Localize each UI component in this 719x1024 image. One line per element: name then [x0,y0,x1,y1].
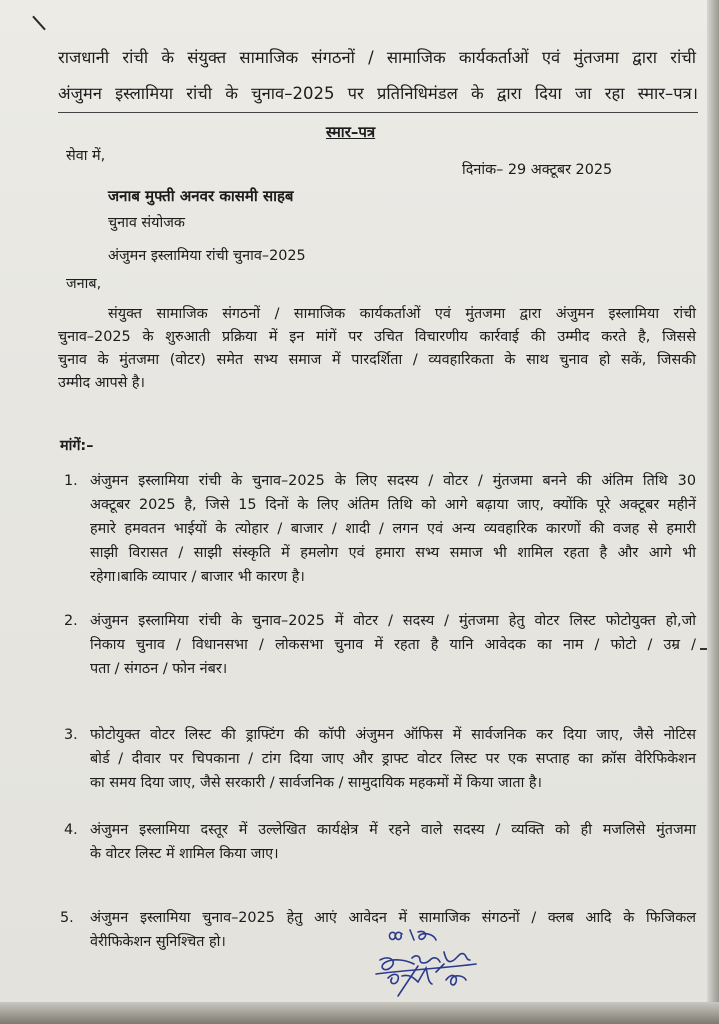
demand-number: 2. [64,613,78,629]
intro-line-4: उम्मीद आपसे है। [58,375,146,391]
intro-line-3: चुनाव के मुंतजमा (वोटर) समेत सभ्य समाज में पारदर्शिता / व्यवहारिकता के साथ चुनाव हो सकें, जिसकी [58,352,696,368]
demand-line: अक्टूबर 2025 है, जिसे 15 दिनों के लिए अंतिम तिथि को आगे बढ़ाया जाए, क्योंकि पूरे अक्टूबर महीनें [90,497,696,513]
demand-line: के वोटर लिस्ट में शामिल किया जाए। [90,846,279,862]
to-line: सेवा में, [66,148,106,164]
paper-edge-shadow [707,0,719,1024]
demand-number: 4. [64,822,78,838]
demand-number: 3. [64,727,78,743]
handwritten-signature [372,922,502,1002]
header-line-1: राजधानी रांची के संयुक्त सामाजिक संगठनों / सामाजिक कार्यकर्ताओं एवं मुंतजमा द्वारा रांची [58,48,696,67]
salutation: जनाब, [66,276,102,292]
letter-heading: स्मार–पत्र [326,123,376,141]
recipient-org: अंजुमन इस्लामिया रांची चुनाव–2025 [108,248,306,264]
demand-line: पता / संगठन / फोन नंबर। [90,661,228,677]
demand-line: अंजुमन इस्लामिया रांची के चुनाव–2025 के लिए सदस्य / वोटर / मुंतजमा बनने की अंतिम तिथि 30 [90,473,696,489]
recipient-title: चुनाव संयोजक [108,215,185,231]
demand-line: अंजुमन इस्लामिया चुनाव–2025 हेतु आएं आवेदन में सामाजिक संगठनों / क्लब आदि के फिजिकल [90,910,696,926]
demand-line: अंजुमन इस्लामिया रांची के चुनाव–2025 में वोटर / सदस्य / मुंतजमा हेतु वोटर लिस्ट फोटोयुक्त हो,जो [90,613,696,629]
header-line-2: अंजुमन इस्लामिया रांची के चुनाव–2025 पर प्रतिनिधिमंडल के द्वारा दिया जा रहा स्मार–पत्र। [58,84,699,103]
demand-line: रहेगा।बाकि व्यापार / बाजार भी कारण है। [90,569,305,585]
demand-line: साझी विरासत / साझी संस्कृति में हमलोग एवं हमारा सभ्य समाज भी शामिल रहता है और आगे भी [90,545,696,561]
demand-line: निकाय चुनाव / विधानसभा / लोकसभा चुनाव में रहता है यानि आवेदक का नाम / फोटो / उम्र / [90,637,696,653]
demands-heading: मांगें:– [60,438,94,454]
date-line: दिनांक– 29 अक्टूबर 2025 [462,162,613,178]
recipient-name: जनाब मुफ्ती अनवर कासमी साहब [108,187,294,205]
pen-mark [32,16,46,31]
demand-line: हमारे हमवतन भाईयों के त्योहार / बाजार / शादी / लगन एवं अन्य व्यवहारिक कारणों की वजह से हमारी [90,521,696,537]
intro-line-1: संयुक्त सामाजिक संगठनों / सामाजिक कार्यकर्ताओं एवं मुंतजमा द्वारा अंजुमन इस्लामिया रांची [108,306,696,322]
header-rule [58,112,698,113]
floor-background [0,1002,719,1024]
demand-line: अंजुमन इस्लामिया दस्तूर में उल्लेखित कार्यक्षेत्र में रहने वाले सदस्य / व्यक्ति को ही मजलिसे मुंतजमा [90,822,696,838]
demand-line: फोटोयुक्त वोटर लिस्ट की ड्राफ्टिंग की कॉपी अंजुमन ऑफिस में सार्वजनिक कर दिया जाए, जैसे नोटिस [90,727,696,743]
demand-line: बोर्ड / दीवार पर चिपकाना / टांग दिया जाए और ड्राफ्ट वोटर लिस्ट पर एक सप्ताह का क्रॉस वेरिफिकेशन [90,751,696,767]
demand-line: का समय दिया जाए, जैसे सरकारी / सार्वजनिक / सामुदायिक महकमों में किया जाता है। [90,775,542,791]
demand-number: 5. [60,910,74,926]
demand-number: 1. [64,473,78,489]
intro-line-2: चुनाव–2025 के शुरुआती प्रक्रिया में इन मांगें पर उचित विचारणीय कार्रवाई की उम्मीद करते है, जिससे [58,329,696,345]
demand-line: वेरीफिकेशन सुनिश्चित हो। [90,934,226,950]
